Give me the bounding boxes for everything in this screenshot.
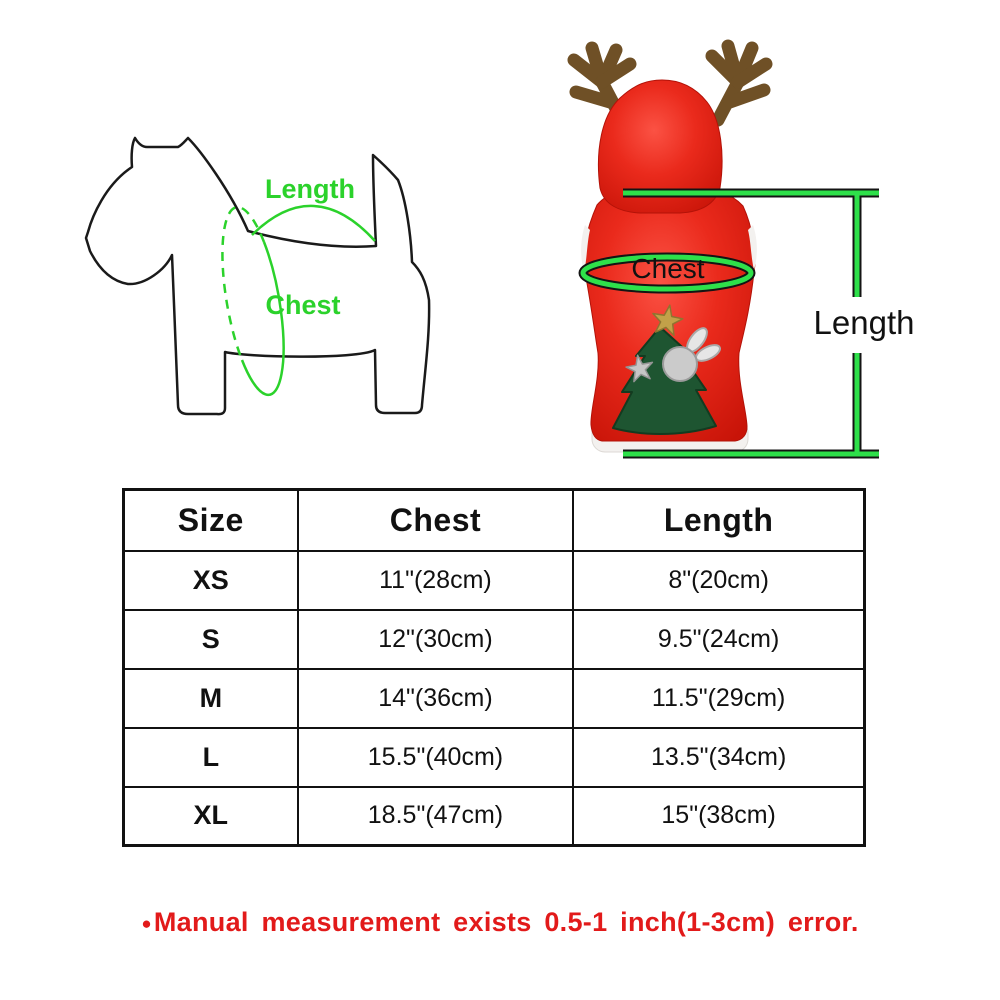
length-value: 9.5"(24cm) — [573, 610, 864, 669]
length-value: 11.5"(29cm) — [573, 669, 864, 728]
dog-length-label: Length — [265, 174, 355, 204]
right-antler — [712, 46, 766, 120]
table-row — [124, 787, 865, 846]
bullet-icon: ● — [141, 913, 152, 933]
chest-value: 18.5"(47cm) — [298, 787, 574, 846]
size-value: S — [124, 610, 298, 669]
dog-measurement-diagram — [30, 105, 470, 435]
dog-outline — [86, 138, 429, 414]
garment-chest-label: Chest — [631, 253, 705, 284]
size-value: XL — [124, 787, 298, 846]
disclaimer-text: Manual measurement exists 0.5-1 inch(1-3cm) error. — [153, 907, 859, 937]
table-row — [124, 610, 865, 669]
chest-value: 15.5"(40cm) — [298, 728, 574, 787]
length-value: 8"(20cm) — [573, 551, 864, 610]
garment-length-label: Length — [813, 304, 915, 341]
length-value: 15"(38cm) — [573, 787, 864, 846]
table-row — [124, 669, 865, 728]
dog-chest-label: Chest — [265, 290, 341, 320]
header-size: Size — [124, 490, 298, 551]
costume-photo-diagram — [540, 20, 980, 480]
length-value: 13.5"(34cm) — [573, 728, 864, 787]
size-value: M — [124, 669, 298, 728]
size-value: XS — [124, 551, 298, 610]
table-row — [124, 728, 865, 787]
chest-value: 12"(30cm) — [298, 610, 574, 669]
measurement-disclaimer — [0, 902, 1000, 942]
size-chart-table — [122, 488, 866, 847]
chest-value: 14"(36cm) — [298, 669, 574, 728]
table-header-row — [124, 490, 865, 551]
table-row — [124, 551, 865, 610]
chest-value: 11"(28cm) — [298, 551, 574, 610]
size-value: L — [124, 728, 298, 787]
header-chest: Chest — [298, 490, 574, 551]
header-length: Length — [573, 490, 864, 551]
